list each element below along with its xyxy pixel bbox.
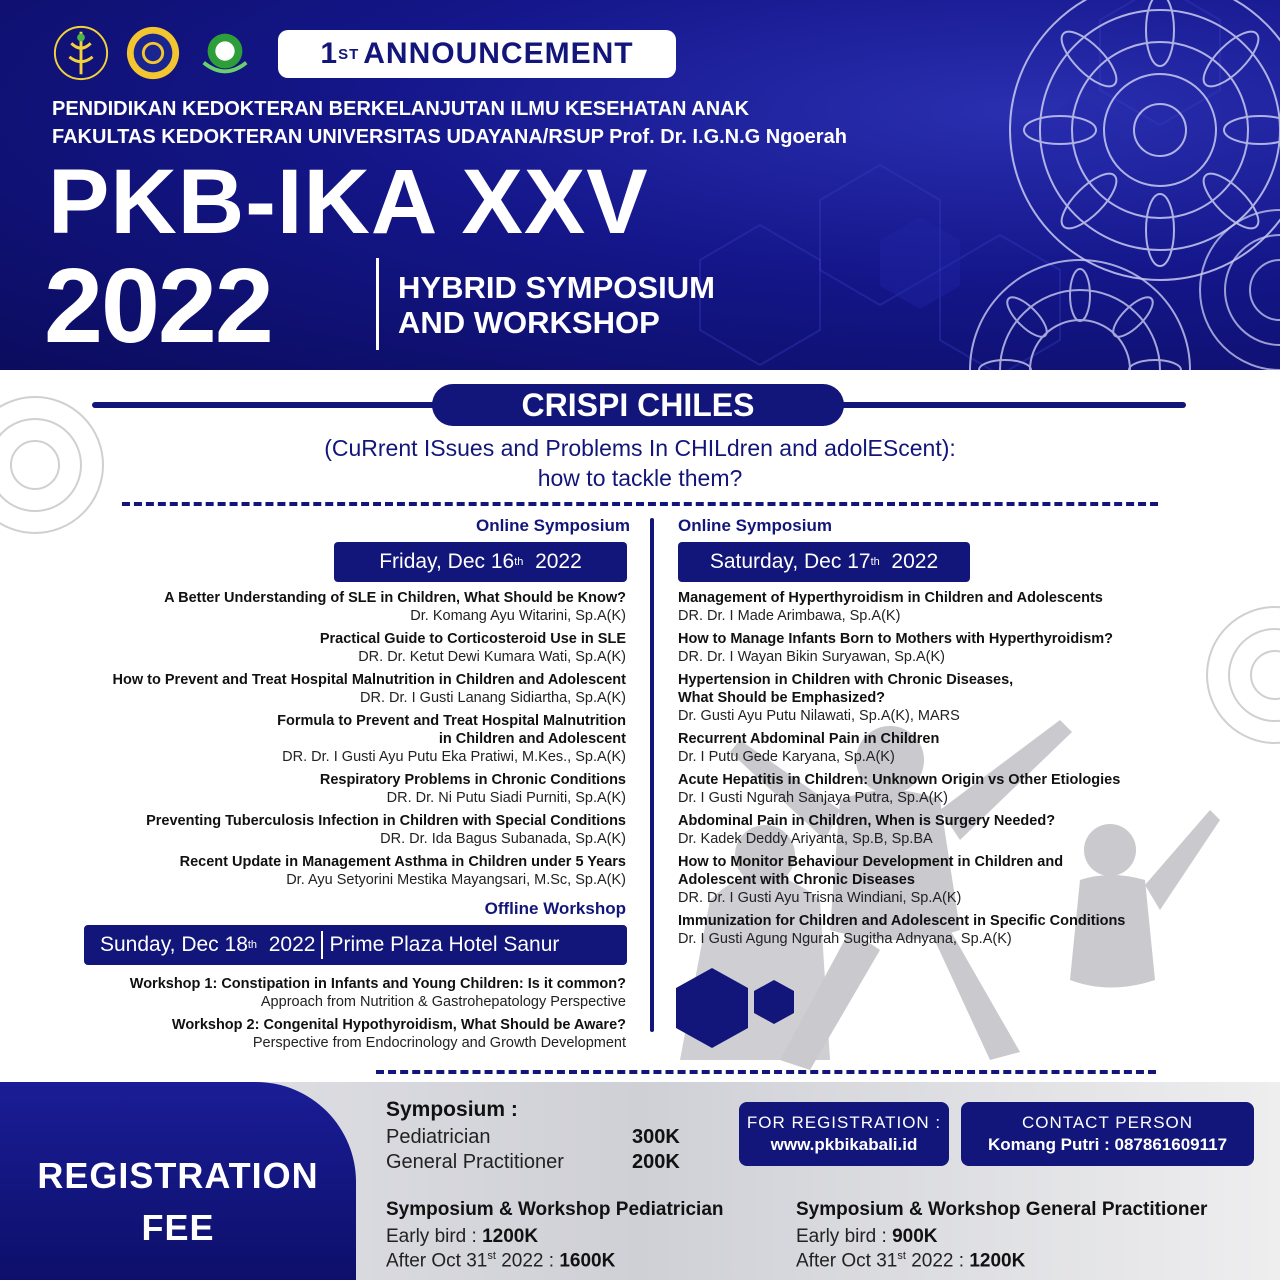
late-label-year: 2022 : bbox=[495, 1250, 560, 1272]
session-speaker: Dr. Ayu Setyorini Mestika Mayangsari, M.Sc, Sp.A(K) bbox=[286, 872, 626, 888]
session-title: How to Monitor Behaviour Development in Children and Adolescent with Chronic Diseases bbox=[678, 854, 1064, 888]
session-speaker: Dr. I Putu Gede Karyana, Sp.A(K) bbox=[678, 749, 895, 765]
late-label: After Oct 31 bbox=[386, 1250, 488, 1272]
mandala-ornament-edge bbox=[1190, 200, 1280, 370]
announcement-superscript: ST bbox=[338, 45, 360, 63]
saturday-date-year: 2022 bbox=[891, 550, 939, 573]
session-speaker: DR. Dr. I Gusti Ayu Trisna Windiani, Sp.A(K) bbox=[678, 890, 962, 906]
event-title: PKB-IKA XXV bbox=[48, 151, 649, 253]
dashed-divider-bottom bbox=[376, 1070, 1156, 1074]
year-divider bbox=[376, 258, 379, 350]
logo-group bbox=[52, 24, 254, 82]
session-title: A Better Understanding of SLE in Children, What Should be Know? bbox=[164, 590, 626, 606]
symposium-fee-heading: Symposium : bbox=[386, 1098, 518, 1121]
package-pediatrician-late bbox=[386, 1250, 615, 1272]
list-item bbox=[0, 853, 626, 889]
package-pediatrician-heading: Symposium & Workshop Pediatrician bbox=[386, 1199, 724, 1220]
session-title: How to Prevent and Treat Hospital Malnutrition in Children and Adolescent bbox=[112, 672, 626, 688]
list-item bbox=[678, 853, 1238, 907]
session-title: Abdominal Pain in Children, When is Surgery Needed? bbox=[678, 813, 1056, 829]
list-item bbox=[0, 671, 626, 707]
theme-title: CRISPI CHILES bbox=[432, 384, 844, 426]
contact-phone[interactable]: Komang Putri : 087861609117 bbox=[987, 1135, 1228, 1154]
list-item bbox=[678, 589, 1238, 625]
list-item bbox=[678, 730, 1238, 766]
registration-url-link[interactable]: www.pkbikabali.id bbox=[770, 1135, 918, 1154]
session-title: Immunization for Children and Adolescent in Specific Conditions bbox=[678, 913, 1126, 929]
session-title: Acute Hepatitis in Children: Unknown Origin vs Other Etiologies bbox=[678, 772, 1121, 788]
sunday-venue: Prime Plaza Hotel Sanur bbox=[329, 933, 560, 956]
session-title: How to Manage Infants Born to Mothers with Hyperthyroidism? bbox=[678, 631, 1114, 647]
session-speaker: DR. Dr. Ketut Dewi Kumara Wati, Sp.A(K) bbox=[358, 649, 626, 665]
friday-section-label: Online Symposium bbox=[476, 516, 630, 535]
late-label-year: 2022 : bbox=[905, 1250, 970, 1272]
workshop-list bbox=[0, 975, 626, 1057]
session-speaker: DR. Dr. I Wayan Bikin Suryawan, Sp.A(K) bbox=[678, 649, 945, 665]
session-title: Formula to Prevent and Treat Hospital Malnutrition in Children and Adolescent bbox=[277, 713, 626, 747]
workshop-title: Workshop 1: Constipation in Infants and Young Children: Is it common? bbox=[129, 976, 626, 992]
organizer-line-2: FAKULTAS KEDOKTERAN UNIVERSITAS UDAYANA/RSUP Prof. Dr. I.G.N.G Ngoerah bbox=[52, 126, 847, 148]
fee-price-gp: 200K bbox=[632, 1151, 680, 1173]
list-item bbox=[0, 1016, 626, 1052]
early-bird-price: 1200K bbox=[482, 1226, 539, 1247]
list-item bbox=[0, 771, 626, 807]
friday-program-list bbox=[0, 589, 626, 894]
session-speaker: DR. Dr. Ida Bagus Subanada, Sp.A(K) bbox=[380, 831, 626, 847]
contact-label: CONTACT PERSON bbox=[1021, 1113, 1194, 1132]
registration-title-line-2: FEE bbox=[141, 1207, 215, 1248]
sunday-date-sup: th bbox=[247, 939, 258, 951]
late-label: After Oct 31 bbox=[796, 1250, 898, 1272]
session-speaker: DR. Dr. I Made Arimbawa, Sp.A(K) bbox=[678, 608, 901, 624]
list-item bbox=[678, 771, 1238, 807]
sunday-date-year: 2022 bbox=[268, 933, 316, 956]
event-year: 2022 bbox=[44, 247, 272, 365]
session-title: Management of Hyperthyroidism in Children and Adolescents bbox=[678, 590, 1103, 606]
saturday-date-sup: th bbox=[870, 556, 880, 568]
theme-subtitle-line-1: (CuRrent ISsues and Problems In CHILdren and adolEScent): bbox=[324, 435, 956, 461]
session-title: Recent Update in Management Asthma in Children under 5 Years bbox=[179, 854, 626, 870]
list-item bbox=[0, 589, 626, 625]
session-title: Preventing Tuberculosis Infection in Children with Special Conditions bbox=[146, 813, 626, 829]
workshop-perspective: Perspective from Endocrinology and Growth Development bbox=[252, 1035, 626, 1051]
header-banner bbox=[0, 0, 1280, 370]
announcement-badge bbox=[278, 30, 676, 78]
fee-label-gp: General Practitioner bbox=[386, 1151, 564, 1173]
contact-person-box[interactable] bbox=[961, 1102, 1254, 1166]
fee-price-pediatrician: 300K bbox=[632, 1126, 680, 1148]
workshop-perspective: Approach from Nutrition & Gastrohepatology Perspective bbox=[260, 994, 626, 1010]
early-bird-label: Early bird : bbox=[386, 1226, 483, 1247]
friday-date-sup: th bbox=[514, 556, 524, 568]
session-speaker: Dr. I Gusti Ngurah Sanjaya Putra, Sp.A(K) bbox=[678, 790, 948, 806]
session-title: Practical Guide to Corticosteroid Use in SLE bbox=[319, 631, 626, 647]
theme-subtitle-line-2: how to tackle them? bbox=[537, 465, 743, 491]
venue-divider bbox=[321, 931, 323, 959]
friday-date-year: 2022 bbox=[535, 550, 582, 573]
announcement-word: ANNOUNCEMENT bbox=[363, 37, 634, 70]
friday-date-pill bbox=[334, 542, 627, 582]
session-title: Recurrent Abdominal Pain in Children bbox=[678, 731, 940, 747]
registration-website-box[interactable] bbox=[739, 1102, 949, 1166]
saturday-date-text: Saturday, Dec 17 bbox=[709, 550, 871, 573]
dashed-divider-top bbox=[122, 502, 1158, 506]
session-speaker: Dr. Komang Ayu Witarini, Sp.A(K) bbox=[410, 608, 626, 624]
mandala-ornament-small bbox=[960, 250, 1200, 370]
sunday-section-label: Offline Workshop bbox=[484, 899, 626, 918]
package-pediatrician-early bbox=[386, 1226, 538, 1248]
session-title: Respiratory Problems in Chronic Conditions bbox=[319, 772, 626, 788]
friday-date-text: Friday, Dec 16 bbox=[379, 550, 515, 573]
sunday-date-pill bbox=[84, 925, 627, 965]
list-item bbox=[0, 712, 626, 766]
rsup-logo-icon bbox=[196, 24, 254, 82]
package-gp-early bbox=[796, 1226, 938, 1248]
session-speaker: DR. Dr. I Gusti Ayu Putu Eka Pratiwi, M.Kes., Sp.A(K) bbox=[282, 749, 626, 765]
saturday-date-pill bbox=[678, 542, 970, 582]
event-type-line-1: HYBRID SYMPOSIUM bbox=[398, 270, 715, 305]
late-label-sup: st bbox=[487, 1250, 496, 1262]
early-bird-price: 900K bbox=[892, 1226, 938, 1247]
fee-label-pediatrician: Pediatrician bbox=[386, 1126, 491, 1148]
list-item bbox=[678, 912, 1238, 948]
saturday-section-label: Online Symposium bbox=[678, 516, 832, 535]
announcement-ordinal: 1 bbox=[320, 37, 339, 70]
hexagon-decoration bbox=[676, 964, 806, 1054]
workshop-title: Workshop 2: Congenital Hypothyroidism, What Should be Aware? bbox=[171, 1017, 626, 1033]
list-item bbox=[0, 812, 626, 848]
saturday-program-list bbox=[678, 589, 1238, 953]
session-speaker: DR. Dr. I Gusti Lanang Sidiartha, Sp.A(K) bbox=[360, 690, 626, 706]
late-price: 1200K bbox=[969, 1250, 1026, 1272]
udayana-logo-icon bbox=[124, 24, 182, 82]
late-price: 1600K bbox=[559, 1250, 616, 1272]
list-item bbox=[678, 630, 1238, 666]
idai-logo-icon bbox=[52, 24, 110, 82]
event-type-line-2: AND WORKSHOP bbox=[398, 305, 660, 340]
session-speaker: Dr. I Gusti Agung Ngurah Sugitha Adnyana, Sp.A(K) bbox=[678, 931, 1012, 947]
session-speaker: DR. Dr. Ni Putu Siadi Purniti, Sp.A(K) bbox=[386, 790, 626, 806]
list-item bbox=[678, 812, 1238, 848]
registration-label: FOR REGISTRATION : bbox=[746, 1113, 942, 1132]
package-gp-late bbox=[796, 1250, 1025, 1272]
session-title: Hypertension in Children with Chronic Diseases, What Should be Emphasized? bbox=[678, 672, 1014, 706]
registration-title-line-1: REGISTRATION bbox=[37, 1155, 319, 1196]
early-bird-label: Early bird : bbox=[796, 1226, 893, 1247]
sunday-date-text: Sunday, Dec 18 bbox=[100, 933, 248, 956]
late-label-sup: st bbox=[897, 1250, 906, 1262]
list-item bbox=[0, 975, 626, 1011]
session-speaker: Dr. Gusti Ayu Putu Nilawati, Sp.A(K), MARS bbox=[678, 708, 960, 724]
package-gp-heading: Symposium & Workshop General Practitioner bbox=[796, 1199, 1208, 1220]
session-speaker: Dr. Kadek Deddy Ariyanta, Sp.B, Sp.BA bbox=[678, 831, 933, 847]
list-item bbox=[678, 671, 1238, 725]
registration-fee-title bbox=[0, 1150, 356, 1254]
list-item bbox=[0, 630, 626, 666]
organizer-line-1: PENDIDIKAN KEDOKTERAN BERKELANJUTAN ILMU KESEHATAN ANAK bbox=[52, 98, 750, 120]
